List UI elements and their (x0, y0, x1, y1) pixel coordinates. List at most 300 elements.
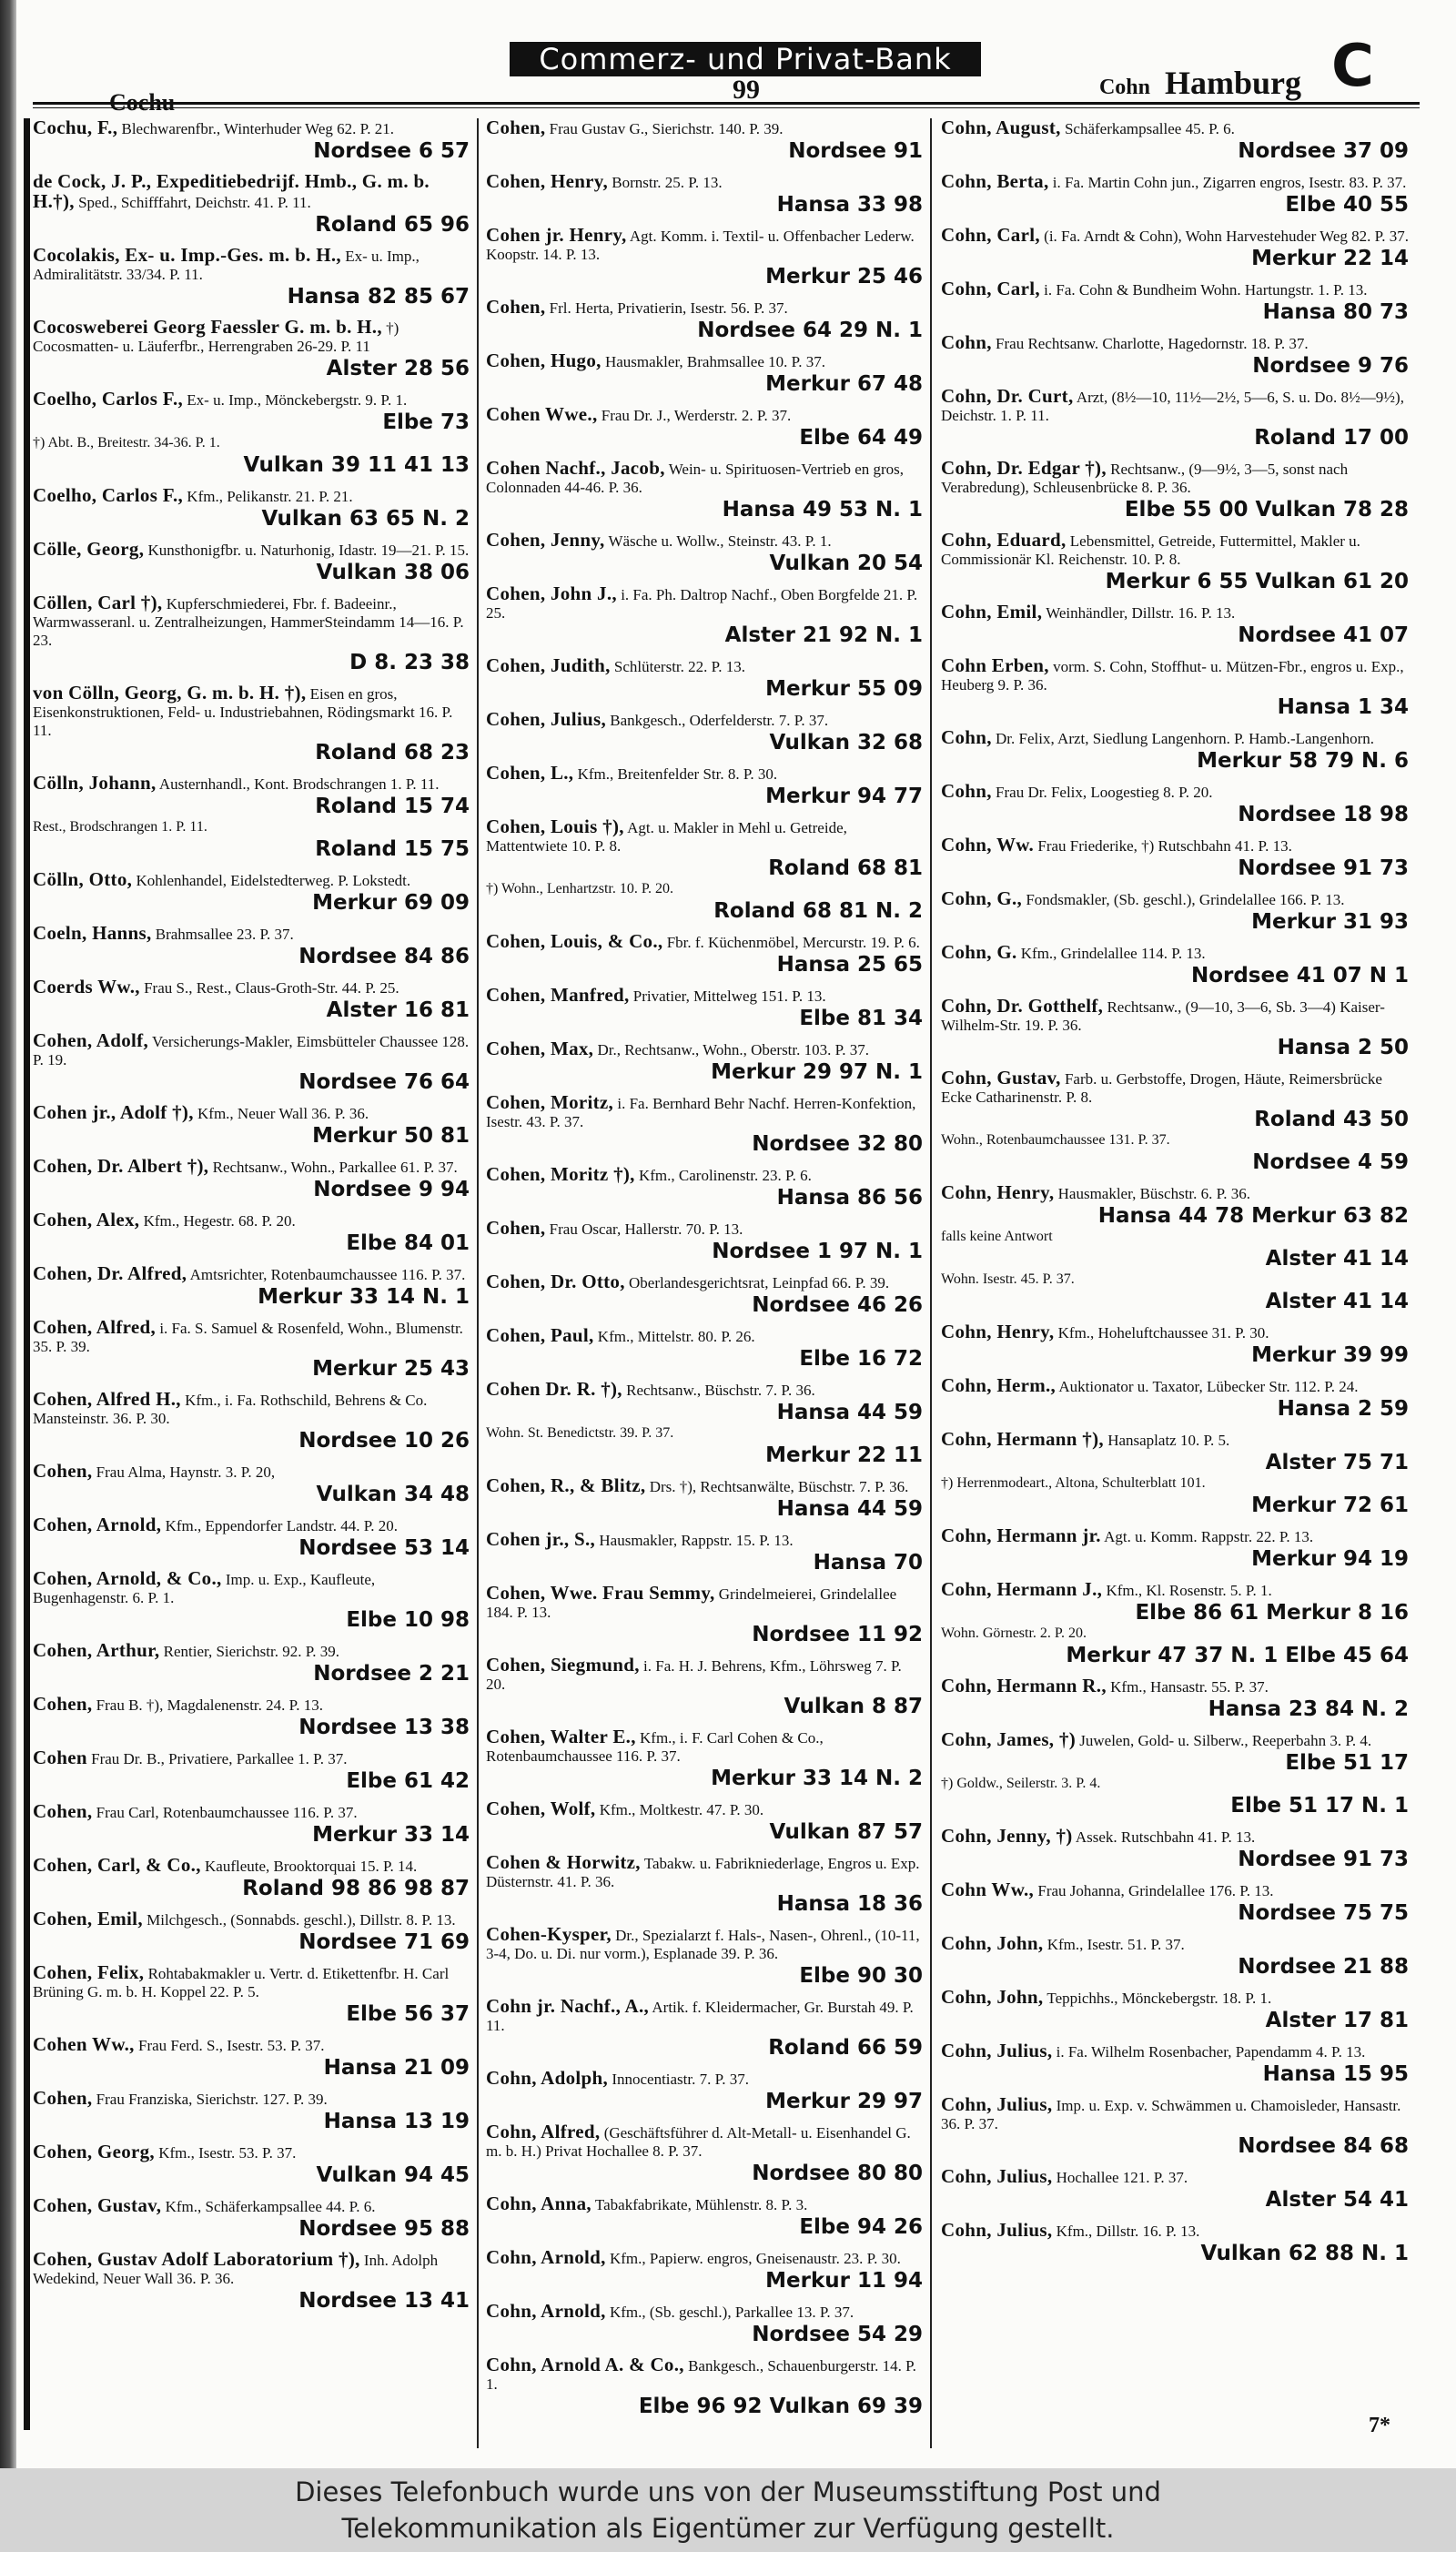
entry-name: Cohn, Dr. Curt, (941, 385, 1074, 407)
directory-entry (486, 1799, 923, 1844)
entry-description: Kfm., Moltkestr. 47. P. 30. (599, 1801, 764, 1818)
entry-phone: Elbe 64 49 (799, 426, 923, 450)
entry-name: Cohen, Felix, (33, 1961, 145, 1983)
directory-entry (486, 1727, 923, 1790)
entry-name: Cohen, (486, 1217, 546, 1239)
directory-entry (486, 2194, 923, 2239)
entry-name: Cohn, Berta, (941, 170, 1049, 192)
entry-phone: Roland 68 81 (768, 856, 923, 880)
directory-entry (941, 172, 1409, 217)
entry-name: Cohn, Julius, (941, 2093, 1053, 2115)
entry-description: Kfm., Papierw. engros, Gneisenaustr. 23. P. 30. (609, 2250, 901, 2267)
entry-phone: Hansa 21 09 (323, 2056, 470, 2080)
directory-entry (941, 279, 1409, 324)
entry-phone: Nordsee 1 97 N. 1 (712, 1240, 923, 1263)
entry-phone: Merkur 33 14 N. 2 (711, 1767, 923, 1790)
entry-description: Frau Alma, Haynstr. 3. P. 20, (96, 1463, 276, 1481)
entry-name: Cöllen, Carl †), (33, 592, 163, 613)
entry-description: Tabakw. u. Fabrikniederlage, Engros u. Exp. Düsternstr. 41. P. 36. (486, 1855, 920, 1890)
entry-name: Cohn, Carl, (941, 224, 1040, 246)
entry-name: Cohn, (941, 726, 992, 748)
entry-name: Cohn, Henry, (941, 1181, 1055, 1203)
directory-entry (941, 2041, 1409, 2086)
directory-entry (33, 2035, 470, 2080)
entry-name: Cohn, James, †) (941, 1728, 1077, 1750)
directory-entry (941, 943, 1409, 987)
entry-name: Cohn, Hermann †), (941, 1428, 1104, 1450)
entry-name: Coeln, Hanns, (33, 922, 152, 944)
entry-phone: Merkur 47 37 N. 1 Elbe 45 64 (1066, 1644, 1409, 1667)
directory-entry (941, 997, 1409, 1059)
entry-phone: Alster 41 14 (1265, 1247, 1409, 1271)
entry-phone: Hansa 15 95 (1262, 2062, 1409, 2086)
entry-description: i. Fa. Martin Cohn jun., Zigarren engros, Isestr. 83. P. 37. (1052, 174, 1407, 191)
entry-name: Cohen, Moritz †), (486, 1163, 635, 1185)
entry-description: Juwelen, Gold- u. Silberw., Reeperbahn 3. P. 4. (1079, 1732, 1372, 1749)
directory-entry (33, 1748, 470, 1793)
entry-name: Cohen, Manfred, (486, 984, 630, 1006)
entry-secondary-address: †) Wohn., Lenhartzstr. 10. P. 20. (486, 881, 673, 896)
directory-entry (33, 246, 470, 309)
entry-phone: Hansa 44 59 (776, 1497, 923, 1521)
directory-entry (486, 2248, 923, 2293)
directory-entry (486, 1380, 923, 1467)
entry-name: Cohen, Carl, & Co., (33, 1854, 201, 1876)
directory-entry (33, 1103, 470, 1148)
entry-description: Austernhandl., Kont. Brodschrangen 1. P. 11. (158, 775, 440, 793)
entry-secondary-address: falls keine Antwort (941, 1229, 1053, 1244)
directory-entry (941, 1430, 1409, 1517)
entry-phone: Nordsee 76 64 (298, 1070, 470, 1094)
entry-description: Kfm., Neuer Wall 36. P. 36. (197, 1105, 369, 1122)
entry-description: Blechwarenfbr., Winterhuder Weg 62. P. 21. (121, 120, 394, 137)
entry-name: Cohn Ww., (941, 1879, 1035, 1900)
entry-name: Cohn, Hermann jr. (941, 1524, 1101, 1546)
directory-entry (486, 351, 923, 396)
entry-phone: Elbe 90 30 (799, 1964, 923, 1988)
entry-description: Frau Franziska, Sierichstr. 127. P. 39. (96, 2091, 328, 2108)
entry-description: Lebensmittel, Getreide, Futtermittel, Makler u. Commissionär Kl. Reichenstr. 10. P. 8. (941, 532, 1360, 568)
directory-entry (941, 459, 1409, 522)
entry-description: Amtsrichter, Rotenbaumchaussee 116. P. 37. (189, 1266, 466, 1283)
entry-name: Cohn, (941, 780, 992, 802)
entry-phone: Merkur 55 09 (765, 677, 923, 701)
entry-description: Tabakfabrikate, Mühlenstr. 8. P. 3. (594, 2196, 808, 2213)
entry-phone: Nordsee 71 69 (298, 1930, 470, 1954)
entry-name: Cohen, Adolf, (33, 1029, 149, 1051)
entry-phone: Nordsee 13 38 (298, 1716, 470, 1739)
entry-description: Dr. Felix, Arzt, Siedlung Langenhorn. P. Hamb.-Langenhorn. (996, 730, 1374, 747)
entry-phone: Elbe 86 61 Merkur 8 16 (1135, 1601, 1409, 1625)
entry-description: Kfm., Isestr. 51. P. 37. (1046, 1936, 1185, 1953)
entry-description: Frau Gustav G., Sierichstr. 140. P. 39. (549, 120, 784, 137)
entry-phone: Alster 54 41 (1265, 2188, 1409, 2212)
entry-phone: Merkur 31 93 (1251, 910, 1409, 934)
directory-entry (33, 1264, 470, 1309)
entry-name: Cohen, Paul, (486, 1324, 594, 1346)
entry-phone: Alster 28 56 (326, 357, 470, 380)
directory-entry (33, 1695, 470, 1739)
entry-description: Fondsmakler, (Sb. geschl.), Grindelallee 166. P. 13. (1026, 891, 1345, 908)
entry-phone: Elbe 84 01 (346, 1231, 470, 1255)
entry-name: Cohn, Henry, (941, 1321, 1055, 1342)
entry-phone: Elbe 61 42 (346, 1769, 470, 1793)
entry-name: Cohen Nachf., Jacob, (486, 457, 665, 479)
entry-description: Oberlandesgerichtsrat, Leinpfad 66. P. 39. (629, 1274, 890, 1291)
directory-entry (33, 1569, 470, 1632)
entry-name: Cohn, Arnold A. & Co., (486, 2354, 684, 2375)
entry-name: Cohen, Georg, (33, 2141, 155, 2162)
entry-description: Kohlenhandel, Eidelstedterweg. P. Lokstedt. (136, 872, 411, 889)
entry-phone: Merkur 11 94 (765, 2269, 923, 2293)
entry-name: Cohn, Dr. Edgar †), (941, 457, 1107, 479)
entry-name: Coelho, Carlos F., (33, 484, 184, 506)
entry-name: Cohen, Judith, (486, 654, 611, 676)
entry-phone: Nordsee 2 21 (313, 1662, 470, 1686)
entry-phone: Hansa 82 85 67 (287, 285, 470, 309)
entry-name: Coelho, Carlos F., (33, 388, 184, 410)
directory-entry (33, 1515, 470, 1560)
column-divider (930, 118, 932, 2448)
entry-name: Cohen, Siegmund, (486, 1654, 640, 1676)
directory-entry (486, 932, 923, 977)
entry-phone: Merkur 29 97 N. 1 (711, 1060, 923, 1084)
entry-description: Kfm., Dillstr. 16. P. 13. (1056, 2223, 1200, 2240)
entry-description: Schlüterstr. 22. P. 13. (613, 658, 745, 675)
directory-entry (486, 1165, 923, 1210)
entry-description: Rechtsanw., Büschstr. 7. P. 36. (626, 1382, 815, 1399)
entry-phone: Alster 41 14 (1265, 1290, 1409, 1313)
directory-entry (33, 593, 470, 674)
directory-entry (33, 774, 470, 861)
entry-description: Kfm., Hoheluftchaussee 31. P. 30. (1057, 1324, 1269, 1342)
entry-phone: Roland 66 59 (768, 2036, 923, 2060)
entry-name: Cohn, Arnold, (486, 2246, 606, 2268)
directory-entry (33, 172, 470, 237)
directory-entry (33, 486, 470, 531)
entry-name: Cohen, Hugo, (486, 349, 602, 371)
entry-phone: Hansa 25 65 (776, 953, 923, 977)
entry-name: Cohen jr. Henry, (486, 224, 627, 246)
entry-description: Ex- u. Imp., Mönckebergstr. 9. P. 1. (187, 391, 408, 409)
entry-description: Frau Johanna, Grindelallee 176. P. 13. (1037, 1882, 1274, 1899)
directory-entry (33, 977, 470, 1022)
entry-name: Cohen Ww., (33, 2033, 135, 2055)
entry-phone: Vulkan 8 87 (784, 1695, 923, 1718)
entry-description: Kfm., Hansastr. 55. P. 37. (1110, 1678, 1269, 1696)
entry-phone: Elbe 73 (382, 410, 470, 434)
entry-name: Cohen, Emil, (33, 1908, 143, 1929)
entry-description: Farb. u. Gerbstoffe, Drogen, Häute, Reimersbrücke Ecke Catharinenstr. P. 8. (941, 1070, 1382, 1106)
entry-phone: Hansa 44 78 Merkur 63 82 (1097, 1204, 1409, 1228)
entry-phone: Hansa 23 84 N. 2 (1208, 1697, 1409, 1721)
entry-description: Kaufleute, Brooktorquai 15. P. 14. (205, 1858, 418, 1875)
entry-phone: Merkur 33 14 N. 1 (258, 1285, 470, 1309)
entry-phone: Roland 68 81 N. 2 (713, 899, 923, 923)
header-letter: C (1331, 33, 1374, 100)
directory-entry (486, 1997, 923, 2060)
entry-name: Cölle, Georg, (33, 538, 145, 560)
signature-marker: 7* (1369, 2414, 1390, 2437)
entry-name: Cohen, Louis, & Co., (486, 930, 663, 952)
entry-description: Kunsthonigfbr. u. Naturhonig, Idastr. 19—21. P. 15. (147, 542, 470, 559)
entry-description: Hansaplatz 10. P. 5. (1107, 1432, 1230, 1449)
entry-phone: Merkur 6 55 Vulkan 61 20 (1105, 570, 1409, 593)
entry-description: Wäsche u. Wollw., Steinstr. 43. P. 1. (608, 532, 832, 550)
entry-name: Cohn, Ww. (941, 834, 1035, 856)
entry-secondary-address: Rest., Brodschrangen 1. P. 11. (33, 819, 207, 835)
entry-name: Cohen, Henry, (486, 170, 608, 192)
entry-description: vorm. S. Cohn, Stoffhut- u. Mützen-Fbr., engros u. Exp., Heuberg 9. P. 36. (941, 658, 1404, 694)
directory-entry (33, 1802, 470, 1847)
entry-name: Cocolakis, Ex- u. Imp.-Ges. m. b. H., (33, 244, 341, 266)
entry-name: Cohn Erben, (941, 654, 1049, 676)
entry-phone: Nordsee 32 80 (752, 1132, 923, 1156)
entry-name: Cohen, Julius, (486, 708, 606, 730)
directory-entry (941, 656, 1409, 719)
entry-name: Cohn, Hermann R., (941, 1675, 1107, 1696)
entry-phone: Elbe 81 34 (799, 1007, 923, 1030)
entry-name: Cohn, Anna, (486, 2192, 592, 2214)
entry-name: Cohen, Dr. Otto, (486, 1271, 625, 1292)
entry-phone: Vulkan 39 11 41 13 (243, 453, 470, 477)
entry-name: Cohen Wwe., (486, 403, 598, 425)
entry-phone: Hansa 2 50 (1277, 1036, 1409, 1059)
entry-phone: Elbe 16 72 (799, 1347, 923, 1371)
entry-description: Brahmsallee 23. P. 37. (155, 926, 294, 943)
entry-description: Kfm., (Sb. geschl.), Parkallee 13. P. 37. (609, 2304, 854, 2321)
entry-phone: Elbe 10 98 (346, 1608, 470, 1632)
directory-entry (941, 2221, 1409, 2265)
entry-description: Rechtsanw., (9—9½, 3—5, sonst nach Verabredung), Schleusenbrücke 8. P. 36. (941, 461, 1349, 496)
entry-phone: Nordsee 4 59 (1252, 1150, 1409, 1174)
entry-phone: Hansa 1 34 (1277, 695, 1409, 719)
entry-name: Cohen, (486, 118, 546, 138)
entry-name: Cocosweberei Georg Faessler G. m. b. H., (33, 316, 382, 338)
entry-phone: Vulkan 38 06 (316, 561, 470, 584)
directory-entry (486, 172, 923, 217)
directory-entry (486, 710, 923, 754)
directory-entry (33, 318, 470, 380)
entry-name: Cohen, Jenny, (486, 529, 605, 551)
entry-secondary-address: Wohn. St. Benedictstr. 39. P. 37. (486, 1425, 674, 1441)
entry-name: Cohen, Moritz, (486, 1091, 614, 1113)
entry-name: Cohen, Walter E., (486, 1726, 636, 1747)
entry-name: Cölln, Otto, (33, 868, 133, 890)
entry-phone: Hansa 2 59 (1277, 1397, 1409, 1421)
directory-entry (33, 390, 470, 477)
entry-name: Cochu, F., (33, 118, 118, 138)
entry-phone: Merkur 72 61 (1251, 1494, 1409, 1517)
header-right (1099, 64, 1301, 102)
directory-entry (486, 1272, 923, 1317)
entry-name: Cohen, (486, 296, 546, 318)
directory-entry (486, 2302, 923, 2346)
entry-phone: Elbe 51 17 N. 1 (1230, 1794, 1409, 1818)
entry-name: Cohn, Eduard, (941, 529, 1067, 551)
entry-description: Kfm., i. Fa. Rothschild, Behrens & Co. Mansteinstr. 36. P. 30. (33, 1392, 428, 1427)
entry-phone: Alster 17 81 (1265, 2009, 1409, 2032)
entry-description: Frau B. †), Magdalenenstr. 24. P. 13. (96, 1696, 323, 1714)
directory-entry (33, 924, 470, 968)
directory-entry (33, 1963, 470, 2026)
column-3 (941, 118, 1409, 2448)
entry-description: i. Fa. H. J. Behrens, Kfm., Löhrsweg 7. P. 20. (486, 1657, 902, 1693)
entry-phone: Roland 68 23 (315, 741, 470, 765)
entry-name: Cohn, Hermann J., (941, 1578, 1103, 1600)
directory-entry (941, 1988, 1409, 2032)
entry-phone: Merkur 67 48 (765, 372, 923, 396)
directory-entry (941, 1730, 1409, 1818)
entry-description: Frau Ferd. S., Isestr. 53. P. 37. (137, 2037, 325, 2054)
bank-banner: Commerz- und Privat-Bank (510, 42, 981, 76)
entry-name: Cohen, Arnold, (33, 1514, 162, 1535)
entry-name: Cohen, L., (486, 762, 574, 784)
entry-phone: Merkur 25 46 (765, 265, 923, 289)
entry-phone: Roland 17 00 (1254, 426, 1409, 450)
archive-footer (0, 2468, 1456, 2552)
entry-phone: Elbe 40 55 (1285, 193, 1409, 217)
entry-phone: Vulkan 63 65 N. 2 (261, 507, 470, 531)
directory-entry (486, 2355, 923, 2418)
entry-description: Frau Dr. B., Privatiere, Parkallee 1. P. 37. (91, 1750, 348, 1767)
directory-entry (941, 1580, 1409, 1667)
directory-entry (33, 1856, 470, 1900)
entry-phone: Elbe 55 00 Vulkan 78 28 (1124, 498, 1409, 522)
entry-name: Cohn, G. (941, 941, 1017, 963)
entry-description: Agt. u. Komm. Rappstr. 22. P. 13. (1104, 1528, 1314, 1545)
entry-name: Cohen, R., & Blitz, (486, 1474, 646, 1496)
entry-name: Cohen, Arnold, & Co., (33, 1567, 222, 1589)
entry-phone: Nordsee 13 41 (298, 2289, 470, 2313)
directory-entry (486, 584, 923, 647)
entry-name: Cohen, (33, 2087, 93, 2109)
entry-phone: Hansa 86 56 (776, 1186, 923, 1210)
directory-entry (941, 1934, 1409, 1979)
entry-description: Eisen en gros, Eisenkonstruktionen, Feld- u. Industriebahnen, Rödingsmarkt 16. P. 11. (33, 685, 453, 739)
directory-entry (33, 1157, 470, 1201)
entry-phone: Nordsee 53 14 (298, 1536, 470, 1560)
entry-name: Cohen & Horwitz, (486, 1851, 641, 1873)
entry-phone: Merkur 39 99 (1251, 1343, 1409, 1367)
directory-entry (941, 118, 1409, 163)
directory-entry (486, 2122, 923, 2185)
header-rule (33, 102, 1420, 105)
entry-description: Innocentiastr. 7. P. 37. (612, 2071, 749, 2088)
directory-entry (486, 1530, 923, 1575)
directory-entry (486, 459, 923, 522)
entry-secondary-address: †) Goldw., Seilerstr. 3. P. 4. (941, 1776, 1101, 1791)
entry-name: Cohn, Adolph, (486, 2067, 609, 2089)
entry-description: Inh. Adolph Wedekind, Neuer Wall 36. P. 36. (33, 2252, 439, 2287)
entry-description: (Geschäftsführer d. Alt-Metall- u. Eisenhandel G. m. b. H.) Privat Hochallee 8. P. 37. (486, 2124, 911, 2160)
entry-name: Cohen (33, 1747, 87, 1768)
entry-name: Cohn, Emil, (941, 601, 1043, 623)
entry-phone: Hansa 13 19 (323, 2110, 470, 2133)
entry-phone: Hansa 44 59 (776, 1401, 923, 1424)
entry-description: Arzt, (8½—10, 11½—2½, 5—6, S. u. Do. 8½—9½), Deichstr. 1. P. 11. (941, 389, 1404, 424)
entry-description: Bornstr. 25. P. 13. (612, 174, 723, 191)
entry-description: i. Fa. Ph. Daltrop Nachf., Oben Borgfelde 21. P. 25. (486, 586, 918, 622)
header-city: Hamburg (1164, 65, 1301, 101)
entry-description: Fbr. f. Küchenmöbel, Mercurstr. 19. P. 6. (666, 934, 920, 951)
directory-entry (941, 1827, 1409, 1871)
entry-name: Cohen, Dr. Albert †), (33, 1155, 209, 1177)
entry-description: Artik. f. Kleidermacher, Gr. Burstah 49. P. 11. (486, 1999, 914, 2034)
entry-description: Kfm., Hegestr. 68. P. 20. (143, 1212, 296, 1230)
entry-phone: Roland 15 74 (315, 795, 470, 818)
entry-name: Cölln, Johann, (33, 772, 157, 794)
entry-phone: Nordsee 46 26 (752, 1293, 923, 1317)
entry-description: Hochallee 121. P. 37. (1056, 2169, 1188, 2186)
entry-description: Kfm., Kl. Rosenstr. 5. P. 1. (1106, 1582, 1272, 1599)
directory-entry (941, 835, 1409, 880)
entry-name: Cohn, Dr. Gotthelf, (941, 995, 1104, 1017)
footer-line-2: Telekommunikation als Eigentümer zur Verfügung gestellt. (341, 2513, 1115, 2544)
entry-name: Cohen, Gustav, (33, 2194, 162, 2216)
directory-entry (941, 889, 1409, 934)
entry-description: (i. Fa. Arndt & Cohn), Wohn Harvestehuder Weg 82. P. 37. (1044, 228, 1409, 245)
entry-description: Agt. u. Makler in Mehl u. Getreide, Mattentwiete 10. P. 8. (486, 819, 847, 855)
entry-phone: Roland 98 86 98 87 (242, 1877, 470, 1900)
entry-phone: Hansa 80 73 (1262, 300, 1409, 324)
entry-description: Kfm., Pelikanstr. 21. P. 21. (187, 488, 353, 505)
directory-entry (486, 1219, 923, 1263)
entry-description: Weinhändler, Dillstr. 16. P. 13. (1046, 604, 1236, 622)
binding-rule (24, 118, 30, 2430)
entry-description: Frl. Herta, Privatierin, Isestr. 56. P. 37. (549, 299, 788, 317)
directory-entry (486, 1039, 923, 1084)
entry-name: Cohen, Alfred H., (33, 1388, 181, 1410)
directory-entry (33, 2196, 470, 2241)
entry-phone: Roland 65 96 (315, 213, 470, 237)
entry-name: Cohen, Alfred, (33, 1316, 157, 1338)
directory-entry (486, 1584, 923, 1646)
directory-entry (486, 656, 923, 701)
entry-description: Kfm., Carolinenstr. 23. P. 6. (638, 1167, 812, 1184)
entry-name: Cohen, Louis †), (486, 815, 624, 837)
directory-entry (33, 1390, 470, 1453)
entry-description: †) Cocosmatten- u. Läuferfbr., Herrengraben 26-29. P. 11 (33, 319, 399, 355)
entry-phone: Vulkan 94 45 (316, 2163, 470, 2187)
book-binding (0, 0, 16, 2468)
directory-entry (941, 1526, 1409, 1571)
directory-entry (941, 333, 1409, 378)
entry-secondary-address: Wohn., Rotenbaumchaussee 131. P. 37. (941, 1132, 1170, 1148)
entry-phone: Nordsee 9 76 (1252, 354, 1409, 378)
entry-name: Cohen jr., Adolf †), (33, 1101, 194, 1123)
entry-name: Cohen, (33, 1460, 93, 1482)
entry-phone: Elbe 56 37 (346, 2002, 470, 2026)
entry-description: Rentier, Sierichstr. 92. P. 39. (163, 1643, 340, 1660)
entry-description: Frau Carl, Rotenbaumchaussee 116. P. 37. (96, 1804, 358, 1821)
entry-phone: Alster 16 81 (326, 998, 470, 1022)
entry-description: Agt. Komm. i. Textil- u. Offenbacher Lederw. Koopstr. 14. P. 13. (486, 228, 915, 263)
entry-name: Cohen-Kysper, (486, 1923, 612, 1945)
entry-name: Cohn, Jenny, †) (941, 1825, 1073, 1847)
entry-description: Frau Rechtsanw. Charlotte, Hagedornstr. 18. P. 37. (996, 335, 1309, 352)
directory-entry (486, 764, 923, 808)
directory-entry (486, 1326, 923, 1371)
entry-phone: Hansa 70 (813, 1551, 923, 1575)
entry-phone: Vulkan 20 54 (769, 552, 923, 575)
entry-description: i. Fa. Bernhard Behr Nachf. Herren-Konfektion, Isestr. 43. P. 37. (486, 1095, 916, 1130)
directory-entry (941, 603, 1409, 647)
entry-phone: Elbe 94 26 (799, 2215, 923, 2239)
entry-name: Cohen, Alex, (33, 1209, 140, 1230)
directory-entry (33, 1462, 470, 1506)
entry-name: Cohen, Wolf, (486, 1798, 596, 1819)
